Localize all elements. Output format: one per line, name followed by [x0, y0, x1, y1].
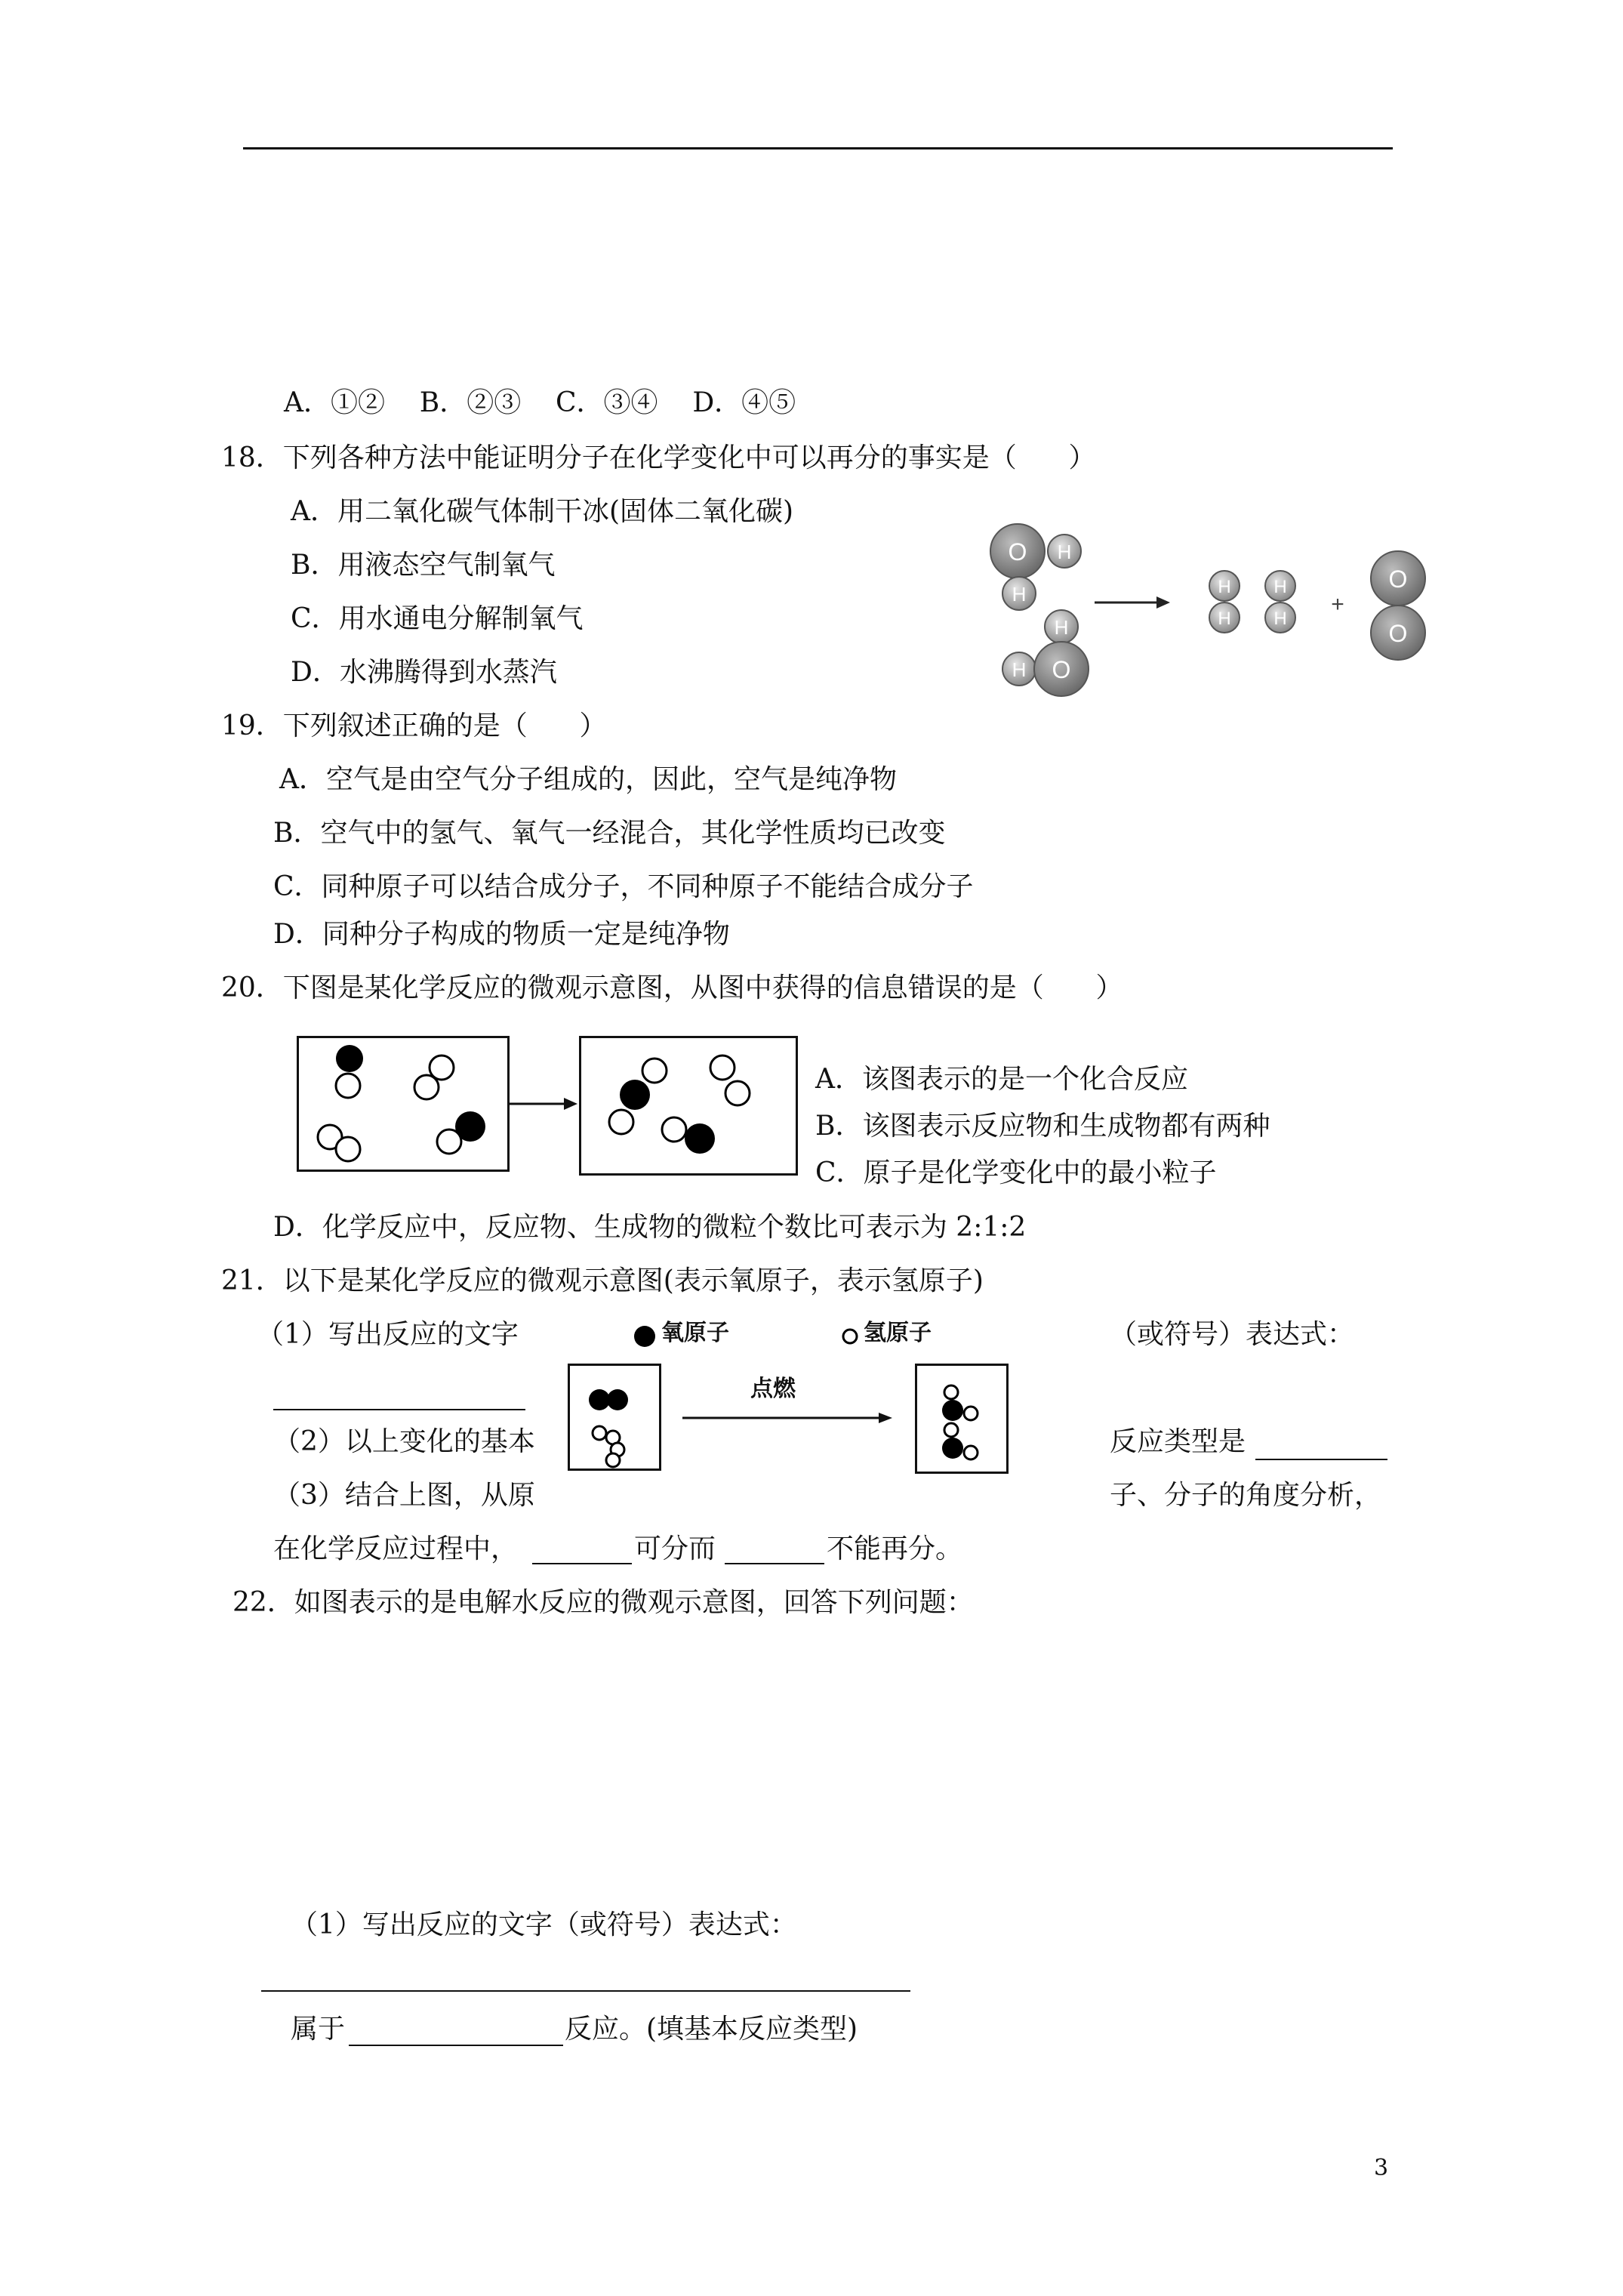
q21-legend-hydrogen: 氢原子 — [864, 1320, 932, 1346]
q21-answer-line-1[interactable] — [273, 1409, 525, 1410]
header-rule — [243, 147, 1393, 149]
q18-option-c: C．用水通电分解制氧气 — [291, 603, 584, 634]
plus-sign: + — [1331, 592, 1344, 617]
q22-belongs-tail: 反应。(填基本反应类型) — [565, 2014, 858, 2045]
q21-part1-left: （1）写出反应的文字 — [257, 1319, 519, 1350]
q19-option-d: D．同种分子构成的物质一定是纯净物 — [273, 919, 730, 950]
q21-part3-line2-c: 不能再分。 — [827, 1533, 963, 1564]
q20-option-a: A．该图表示的是一个化合反应 — [815, 1064, 1188, 1095]
q21-reactant-particles — [568, 1364, 661, 1471]
atom-label-o: O — [1388, 566, 1408, 593]
q21-legend-oxygen-dot — [631, 1323, 658, 1350]
q18-stem: 18．下列各种方法中能证明分子在化学变化中可以再分的事实是（ ） — [221, 442, 1096, 473]
q21-part3-left: （3）结合上图，从原 — [273, 1480, 535, 1511]
q22-belongs-label: 属于 — [291, 2014, 346, 2045]
q21-legend-hydrogen-dot — [839, 1326, 861, 1347]
q21-legend-oxygen: 氧原子 — [661, 1320, 729, 1346]
q21-part3-right: 子、分子的角度分析， — [1110, 1480, 1382, 1511]
q22-part1: （1）写出反应的文字（或符号）表达式： — [291, 1909, 797, 1940]
q20-option-c: C．原子是化学变化中的最小粒子 — [815, 1157, 1217, 1188]
atom-label-h: H — [1273, 609, 1287, 629]
q20-reaction-arrow — [510, 1096, 579, 1111]
q20-option-d: D．化学反应中，反应物、生成物的微粒个数比可表示为 2:1:2 — [273, 1212, 1027, 1243]
hydrogen-molecule-1 — [1209, 571, 1240, 633]
atom-label-o: O — [1008, 538, 1027, 566]
q21-part1-right: （或符号）表达式： — [1110, 1319, 1355, 1350]
atom-label-h: H — [1012, 658, 1027, 681]
atom-label-h: H — [1057, 541, 1072, 563]
q20-product-particles — [579, 1036, 798, 1176]
atom-label-o: O — [1052, 656, 1071, 683]
q21-part3-line2-b: 可分而 — [634, 1533, 716, 1564]
reaction-arrow — [1095, 596, 1170, 609]
atom-label-h: H — [1218, 609, 1231, 629]
atom-label-h: H — [1218, 577, 1231, 597]
q21-answer-line-4[interactable] — [725, 1563, 824, 1564]
q21-condition-label: 点燃 — [750, 1376, 796, 1402]
q22-answer-line-2[interactable] — [349, 2045, 563, 2046]
q20-reactant-particles — [297, 1036, 510, 1172]
page-number: 3 — [1374, 2155, 1389, 2181]
q21-part2-left: （2）以上变化的基本 — [273, 1426, 535, 1457]
q19-option-c: C．同种原子可以结合成分子，不同种原子不能结合成分子 — [273, 871, 974, 902]
q20-option-b: B．该图表示反应物和生成物都有两种 — [815, 1111, 1270, 1142]
q21-part2-right: 反应类型是 — [1110, 1426, 1246, 1457]
q19-option-b: B．空气中的氢气、氧气一经混合，其化学性质均已改变 — [273, 818, 946, 849]
q17-options: A．①② B．②③ C．③④ D．④⑤ — [284, 387, 796, 418]
q18-option-b: B．用液态空气制氧气 — [291, 550, 556, 581]
q21-product-particles — [915, 1364, 1009, 1474]
hydrogen-molecule-2 — [1265, 571, 1295, 633]
q22-answer-line-1[interactable] — [261, 1990, 910, 1992]
q21-part3-line2-a: 在化学反应过程中， — [273, 1533, 519, 1564]
oxygen-molecule — [1371, 551, 1425, 660]
q21-stem: 21．以下是某化学反应的微观示意图(表示氧原子，表示氢原子) — [221, 1265, 984, 1296]
q21-answer-line-2[interactable] — [1255, 1459, 1387, 1460]
atom-label-o: O — [1388, 620, 1408, 647]
q18-option-a: A．用二氧化碳气体制干冰(固体二氧化碳) — [291, 496, 794, 527]
q21-reaction-arrow — [682, 1410, 894, 1425]
q22-stem: 22．如图表示的是电解水反应的微观示意图，回答下列问题： — [233, 1587, 974, 1618]
q20-stem: 20．下图是某化学反应的微观示意图，从图中获得的信息错误的是（ ） — [221, 972, 1123, 1003]
water-molecule-1 — [990, 524, 1081, 610]
q19-option-a: A．空气是由空气分子组成的，因此，空气是纯净物 — [279, 764, 897, 795]
atom-label-h: H — [1273, 577, 1287, 597]
q19-stem: 19．下列叙述正确的是（ ） — [221, 710, 607, 741]
atom-label-h: H — [1054, 616, 1069, 639]
q18-option-d: D．水沸腾得到水蒸汽 — [291, 657, 557, 688]
atom-label-h: H — [1012, 583, 1027, 606]
q18-molecule-diagram — [981, 521, 1442, 702]
q21-answer-line-3[interactable] — [532, 1563, 632, 1564]
water-molecule-2 — [1002, 610, 1089, 696]
